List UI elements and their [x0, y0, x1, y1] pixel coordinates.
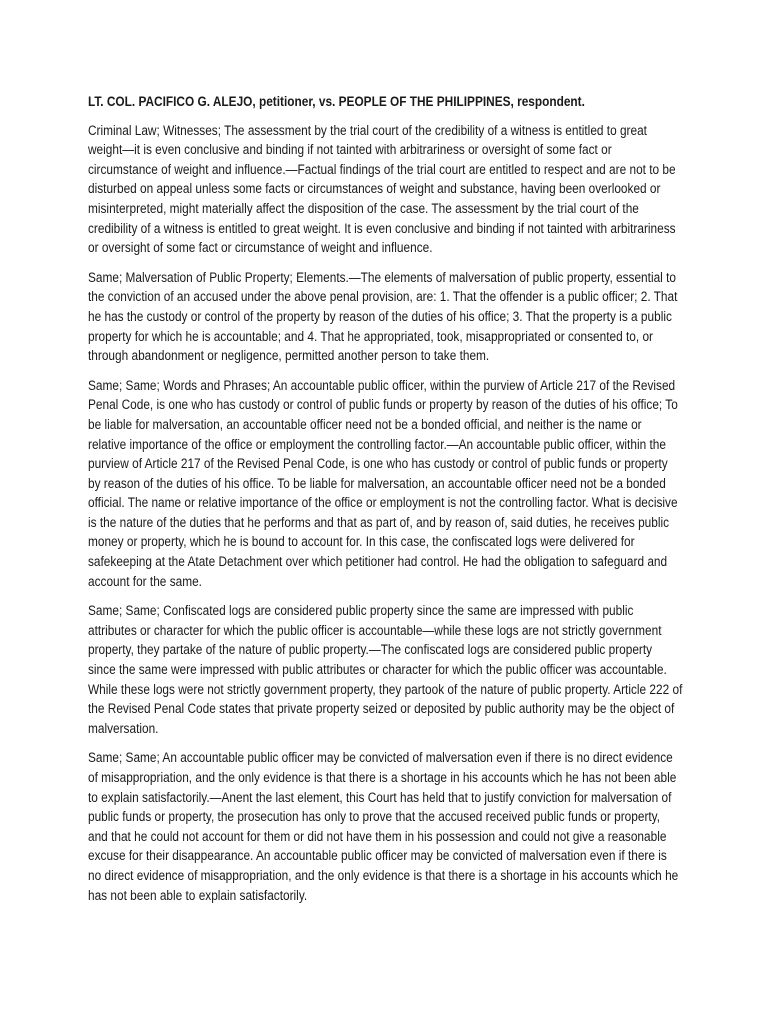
syllabus-paragraph-5: Same; Same; An accountable public officer may be convicted of malversation even if there is no direct evidence of misappropriation, and the only evidence is that there is a shortage in his accounts which he has not been able to explain satisfactorily.—Anent the last element, this Court has held that to justify conviction for malversation of public funds or property, the prosecution has only to prove that the accused received public funds or property, and that he could not account for them or did not have them in his possession and could not give a reasonable excuse for their disappearance. An accountable public officer may be convicted of malversation even if there is no direct evidence of misappropriation, and the only evidence is that there is a shortage in his accounts which he has not been able to explain satisfactorily.: [88, 750, 679, 903]
syllabus-paragraph-3: Same; Same; Words and Phrases; An accountable public officer, within the purview of Article 217 of the Revised Penal Code, is one who has custody or control of public funds or property by reason of the duties of his office; To be liable for malversation, an accountable officer need not be a bonded official, and neither is the name or relative importance of the office or employment the controlling factor.—An accountable public officer, within the purview of Article 217 of the Revised Penal Code, is one who has custody or control of public funds or property by reason of the duties of his office. To be liable for malversation, an accountable officer need not be a bonded official. The name or relative importance of the office or employment is not the controlling factor. What is decisive is the nature of the duties that he performs and that as part of, and by reason of, said duties, he receives public money or property, which he is bound to account for. In this case, the confiscated logs were delivered for safekeeping at the Atate Detachment over which petitioner had control. He had the obligation to safeguard and account for the same.: [88, 377, 678, 589]
case-title: LT. COL. PACIFICO G. ALEJO, petitioner, vs. PEOPLE OF THE PHILIPPINES, respondent.: [88, 94, 585, 109]
syllabus-paragraph-1: Criminal Law; Witnesses; The assessment by the trial court of the credibility of a witness is entitled to great weight—it is even conclusive and binding if not tainted with arbitrariness or oversight of some fact or circumstance of weight and influence.—Factual findings of the trial court are entitled to respect and are not to be disturbed on appeal unless some facts or circumstances of weight and substance, having been overlooked or misinterpreted, might materially affect the disposition of the case. The assessment by the trial court of the credibility of a witness is entitled to great weight. It is even conclusive and binding if not tainted with arbitrariness or oversight of some fact or circumstance of weight and influence.: [88, 122, 676, 256]
syllabus-paragraph-2: Same; Malversation of Public Property; Elements.—The elements of malversation of public property, essential to the conviction of an accused under the above penal provision, are: 1. That the offender is a public officer; 2. That he has the custody or control of the property by reason of the duties of his office; 3. That the property is a public property for which he is accountable; and 4. That he appropriated, took, misappropriated or consented to, or through abandonment or negligence, permitted another person to take them.: [88, 269, 678, 364]
document-page: [88, 92, 683, 915]
syllabus-paragraph-4: Same; Same; Confiscated logs are considered public property since the same are impressed with public attributes or character for which the public officer is accountable—while these logs are not strictly government property, they partake of the nature of public property.—The confiscated logs are considered public property since the same were impressed with public attributes or character for which the public officer was accountable. While these logs were not strictly government property, they partook of the nature of public property. Article 222 of the Revised Penal Code states that private property seized or deposited by public authority may be the object of malversation.: [88, 603, 683, 736]
